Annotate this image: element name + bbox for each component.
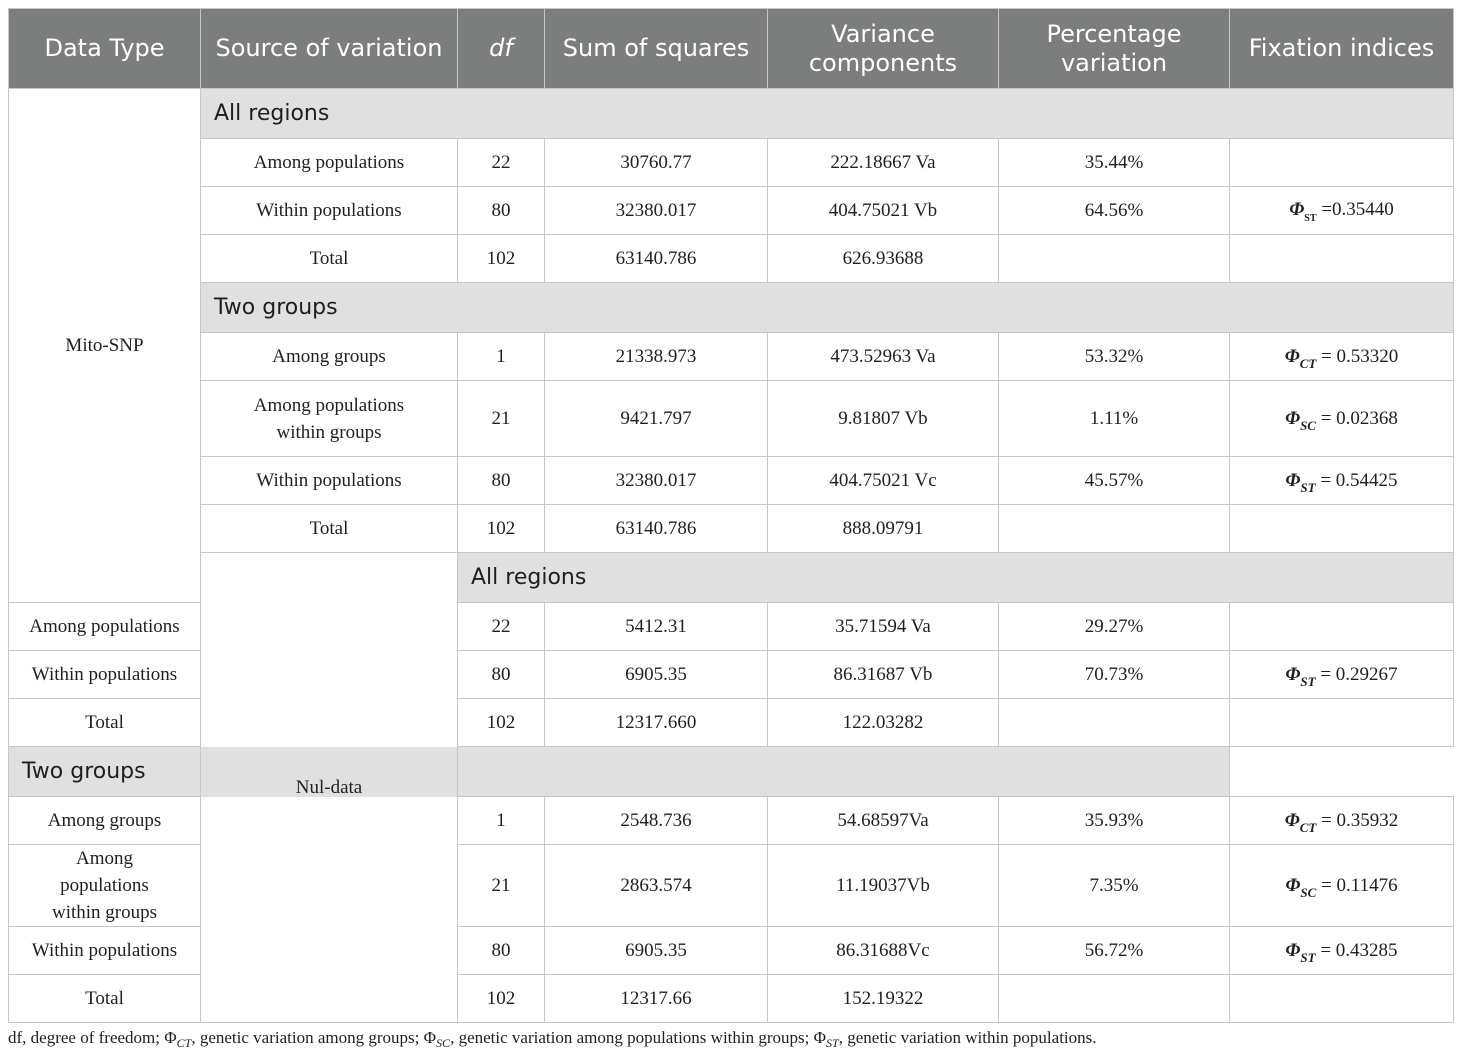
vc-cell: 54.68597Va bbox=[768, 797, 999, 845]
header-variance-components: Variance components bbox=[768, 9, 999, 89]
header-row bbox=[9, 9, 1454, 89]
phi-subscript: CT bbox=[1299, 819, 1317, 835]
phi-symbol: Φ bbox=[1285, 663, 1301, 685]
ss-cell: 9421.797 bbox=[545, 381, 768, 457]
source-text: Among populations within groups bbox=[51, 848, 158, 923]
pct-cell bbox=[999, 235, 1230, 283]
fix-value: =0.35440 bbox=[1321, 198, 1394, 220]
source-cell: Total bbox=[201, 505, 458, 553]
df-cell: 80 bbox=[458, 927, 545, 975]
pct-cell: 35.44% bbox=[999, 139, 1230, 187]
table-row bbox=[9, 381, 1454, 457]
df-cell: 102 bbox=[458, 505, 545, 553]
table-row bbox=[9, 505, 1454, 553]
anova-table-container bbox=[8, 8, 1453, 1023]
phi-subscript: ST bbox=[1300, 479, 1316, 495]
pct-cell: 7.35% bbox=[999, 845, 1230, 927]
fix-value: = 0.53320 bbox=[1321, 345, 1399, 367]
fix-value: = 0.11476 bbox=[1321, 874, 1398, 896]
table-row bbox=[9, 139, 1454, 187]
df-cell: 80 bbox=[458, 187, 545, 235]
header-source: Source of variation bbox=[201, 9, 458, 89]
phi-symbol: Φ bbox=[1285, 874, 1301, 896]
source-text: Among populations within groups bbox=[253, 394, 405, 443]
pct-cell: 45.57% bbox=[999, 457, 1230, 505]
ss-cell: 2548.736 bbox=[545, 797, 768, 845]
source-cell: Within populations bbox=[9, 927, 201, 975]
footnote-text: , genetic variation among groups; Φ bbox=[191, 1028, 437, 1047]
ss-cell: 6905.35 bbox=[545, 927, 768, 975]
header-sum-of-squares: Sum of squares bbox=[545, 9, 768, 89]
vc-cell: 86.31688Vc bbox=[768, 927, 999, 975]
vc-cell: 888.09791 bbox=[768, 505, 999, 553]
ss-cell: 30760.77 bbox=[545, 139, 768, 187]
ss-cell: 32380.017 bbox=[545, 187, 768, 235]
table-footnote bbox=[8, 1027, 1453, 1050]
section-two-groups: Two groups bbox=[201, 283, 1454, 333]
fix-cell bbox=[1230, 797, 1454, 845]
fix-value: = 0.35932 bbox=[1321, 809, 1399, 831]
phi-subscript: ST bbox=[1300, 673, 1316, 689]
ss-cell: 21338.973 bbox=[545, 333, 768, 381]
fix-value: = 0.29267 bbox=[1320, 663, 1398, 685]
phi-subscript: ST bbox=[1304, 212, 1317, 224]
fix-cell bbox=[1230, 139, 1454, 187]
source-cell: Within populations bbox=[201, 187, 458, 235]
phi-symbol: Φ bbox=[1285, 469, 1301, 491]
pct-cell: 1.11% bbox=[999, 381, 1230, 457]
fix-cell bbox=[1230, 505, 1454, 553]
pct-cell: 56.72% bbox=[999, 927, 1230, 975]
pct-cell: 64.56% bbox=[999, 187, 1230, 235]
data-type-nul-data: Nul-data bbox=[201, 553, 458, 1023]
section-all-regions: All regions bbox=[201, 89, 1454, 139]
fix-value: = 0.54425 bbox=[1320, 469, 1398, 491]
pct-cell bbox=[999, 699, 1230, 747]
fix-value: = 0.02368 bbox=[1320, 407, 1398, 429]
fix-cell bbox=[1230, 699, 1454, 747]
phi-symbol: Φ bbox=[1289, 198, 1305, 220]
header-df: df bbox=[458, 9, 545, 89]
section-row bbox=[9, 553, 1454, 603]
source-cell bbox=[9, 845, 201, 927]
footnote-text: , genetic variation among populations within groups; Φ bbox=[450, 1028, 827, 1047]
pct-cell: 35.93% bbox=[999, 797, 1230, 845]
ss-cell: 12317.66 bbox=[545, 975, 768, 1023]
pct-cell: 29.27% bbox=[999, 603, 1230, 651]
phi-subscript: SC bbox=[1300, 417, 1316, 433]
source-cell bbox=[201, 381, 458, 457]
df-cell: 1 bbox=[458, 797, 545, 845]
vc-cell: 404.75021 Vb bbox=[768, 187, 999, 235]
ss-cell: 5412.31 bbox=[545, 603, 768, 651]
source-cell: Total bbox=[201, 235, 458, 283]
fix-cell bbox=[1230, 927, 1454, 975]
df-cell: 102 bbox=[458, 235, 545, 283]
fix-value: = 0.43285 bbox=[1320, 939, 1398, 961]
data-type-mito-snp: Mito-SNP bbox=[9, 89, 201, 603]
df-cell: 80 bbox=[458, 457, 545, 505]
ss-cell: 63140.786 bbox=[545, 235, 768, 283]
df-cell: 22 bbox=[458, 139, 545, 187]
fix-cell bbox=[1230, 381, 1454, 457]
pct-cell: 70.73% bbox=[999, 651, 1230, 699]
source-cell: Total bbox=[9, 699, 201, 747]
section-two-groups: Two groups bbox=[9, 747, 1230, 797]
source-cell: Within populations bbox=[9, 651, 201, 699]
fix-cell bbox=[1230, 333, 1454, 381]
pct-cell bbox=[999, 975, 1230, 1023]
fix-cell bbox=[1230, 603, 1454, 651]
df-cell: 1 bbox=[458, 333, 545, 381]
vc-cell: 626.93688 bbox=[768, 235, 999, 283]
footnote-text: , genetic variation within populations. bbox=[838, 1028, 1097, 1047]
ss-cell: 12317.660 bbox=[545, 699, 768, 747]
ss-cell: 6905.35 bbox=[545, 651, 768, 699]
ss-cell: 2863.574 bbox=[545, 845, 768, 927]
footnote-subscript: SC bbox=[436, 1036, 451, 1050]
fix-cell bbox=[1230, 187, 1454, 235]
vc-cell: 122.03282 bbox=[768, 699, 999, 747]
source-cell: Total bbox=[9, 975, 201, 1023]
header-data-type: Data Type bbox=[9, 9, 201, 89]
phi-symbol: Φ bbox=[1285, 407, 1301, 429]
fix-cell bbox=[1230, 651, 1454, 699]
phi-subscript: SC bbox=[1300, 884, 1317, 900]
table-row bbox=[9, 187, 1454, 235]
footnote-subscript: CT bbox=[176, 1036, 192, 1050]
fix-cell bbox=[1230, 457, 1454, 505]
df-cell: 102 bbox=[458, 699, 545, 747]
fix-cell bbox=[1230, 845, 1454, 927]
vc-cell: 473.52963 Va bbox=[768, 333, 999, 381]
phi-symbol: Φ bbox=[1284, 809, 1300, 831]
source-cell: Among groups bbox=[9, 797, 201, 845]
table-row bbox=[9, 333, 1454, 381]
section-row bbox=[9, 283, 1454, 333]
pct-cell bbox=[999, 505, 1230, 553]
table-row bbox=[9, 235, 1454, 283]
vc-cell: 222.18667 Va bbox=[768, 139, 999, 187]
amova-table bbox=[8, 8, 1454, 1023]
phi-subscript: CT bbox=[1299, 355, 1317, 371]
phi-subscript: ST bbox=[1300, 949, 1316, 965]
vc-cell: 152.19322 bbox=[768, 975, 999, 1023]
footnote-text: df, degree of freedom; Φ bbox=[8, 1028, 177, 1047]
section-row bbox=[9, 89, 1454, 139]
phi-symbol: Φ bbox=[1284, 345, 1300, 367]
table-row bbox=[9, 457, 1454, 505]
df-cell: 21 bbox=[458, 381, 545, 457]
fix-cell bbox=[1230, 235, 1454, 283]
pct-cell: 53.32% bbox=[999, 333, 1230, 381]
ss-cell: 63140.786 bbox=[545, 505, 768, 553]
footnote-subscript: ST bbox=[826, 1036, 839, 1050]
df-cell: 102 bbox=[458, 975, 545, 1023]
fix-cell bbox=[1230, 975, 1454, 1023]
df-cell: 22 bbox=[458, 603, 545, 651]
ss-cell: 32380.017 bbox=[545, 457, 768, 505]
vc-cell: 35.71594 Va bbox=[768, 603, 999, 651]
vc-cell: 11.19037Vb bbox=[768, 845, 999, 927]
source-cell: Among groups bbox=[201, 333, 458, 381]
df-cell: 80 bbox=[458, 651, 545, 699]
header-percentage-variation: Percentage variation bbox=[999, 9, 1230, 89]
df-cell: 21 bbox=[458, 845, 545, 927]
section-all-regions: All regions bbox=[458, 553, 1454, 603]
vc-cell: 86.31687 Vb bbox=[768, 651, 999, 699]
vc-cell: 9.81807 Vb bbox=[768, 381, 999, 457]
phi-symbol: Φ bbox=[1285, 939, 1301, 961]
source-cell: Among populations bbox=[201, 139, 458, 187]
source-cell: Among populations bbox=[9, 603, 201, 651]
section-row bbox=[9, 747, 1454, 797]
vc-cell: 404.75021 Vc bbox=[768, 457, 999, 505]
header-fixation-indices: Fixation indices bbox=[1230, 9, 1454, 89]
source-cell: Within populations bbox=[201, 457, 458, 505]
